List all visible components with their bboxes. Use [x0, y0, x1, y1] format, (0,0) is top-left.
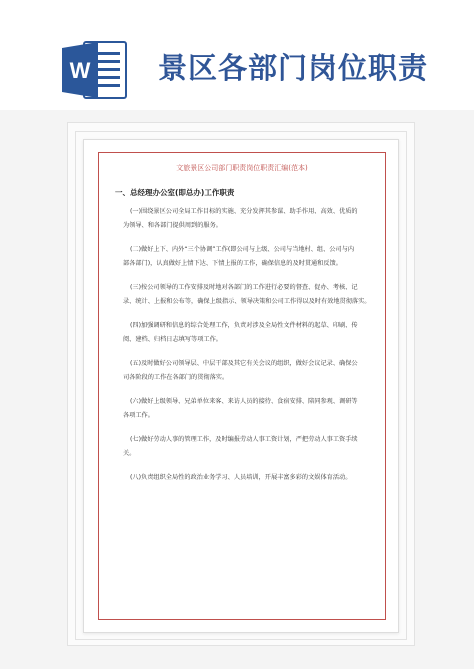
paragraph-1 — [123, 205, 371, 233]
section-title: 一、总经理办公室(即总办)工作职责 — [115, 188, 235, 197]
header-banner — [0, 0, 474, 110]
paragraph-6 — [123, 395, 371, 423]
paragraph-5 — [123, 357, 371, 385]
paragraph-line: (二)做好上下、内外“三个协调”工作(即公司与上级、公司与当地村、组、公司与内 — [130, 246, 355, 253]
page-title: 景区各部门岗位职责 — [158, 51, 429, 85]
paragraph-line: (四)加强调研和信息的综合处理工作，负责对涉及全局性文件材料的起草、印刷、传 — [130, 322, 358, 329]
document-page — [83, 139, 399, 633]
document-heading: 文旅景区公司部门职责岗位职责汇编(范本) — [176, 164, 308, 172]
word-icon — [62, 40, 128, 100]
paragraph-line: 各项工作。 — [123, 412, 154, 419]
paragraph-3 — [123, 281, 371, 309]
svg-text:W: W — [69, 58, 91, 83]
paragraph-line: 阅、建档、归档日志填写等项工作。 — [123, 336, 222, 343]
paragraph-line: (八)负责组织全局性的政治业务学习、人员培训，开展丰富多彩的文娱体育活动。 — [130, 474, 352, 481]
paragraph-line: (六)做好上级领导、兄弟单位来客、来访人员的接待、食宿安排、陪同参观、调研等 — [130, 398, 358, 405]
paragraph-line: (七)做好劳动人事的管理工作，及时编报劳动人事工资计划，严把劳动人事工资手续 — [130, 436, 358, 443]
paragraph-4 — [123, 319, 371, 347]
paragraph-line: (一)围绕景区公司全局工作目标的实施、充分发挥其参谋、助手作用、高效、优质的 — [130, 208, 358, 215]
paragraph-line: 录、统计、上报和公布等，确保上级指示、领导决策和公司工作得以及时有效地贯彻落实。 — [123, 298, 371, 305]
paragraph-8 — [123, 471, 371, 485]
paragraph-line: 为领导、和各部门提供周到的服务。 — [123, 222, 222, 229]
page-border-frame — [98, 152, 386, 620]
paragraph-7 — [123, 433, 371, 461]
paragraph-line: 关。 — [123, 450, 136, 457]
paragraph-line: (五)及时做好公司领导层、中层干部及其它有关会议的组织，做好会议记录、确保公 — [130, 360, 358, 367]
paragraph-line: 部各部门)，认真做好上情下达、下情上报的工作，确保信息的及时贯通和反馈。 — [123, 260, 342, 267]
paragraph-line: (三)按公司领导的工作安排及时地对各部门的工作进行必要的督查、促办、考核、记 — [130, 284, 358, 291]
paragraph-2 — [123, 243, 371, 271]
paragraph-line: 司各阶段的工作在各部门的贯彻落实。 — [123, 374, 229, 381]
